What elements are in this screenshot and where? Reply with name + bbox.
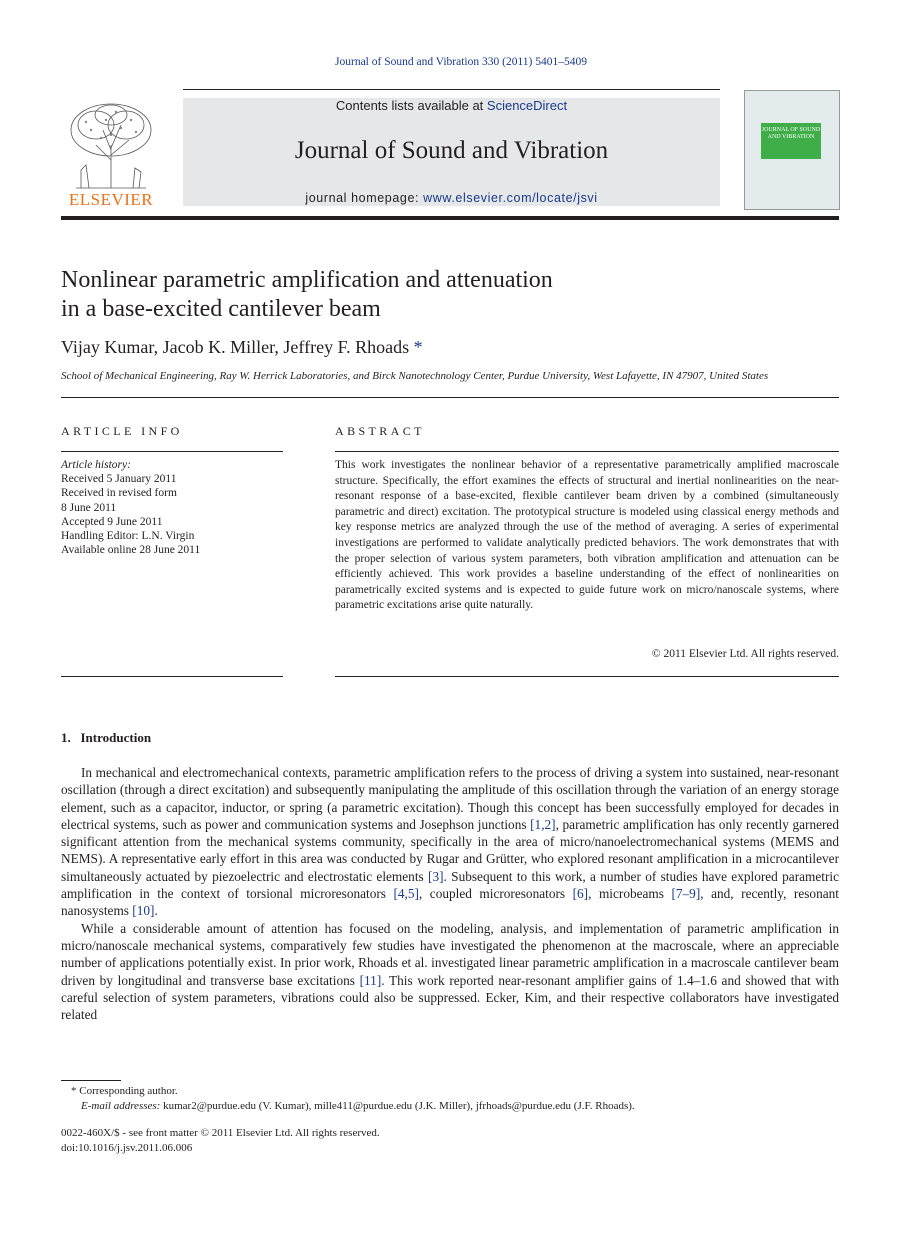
reference-link[interactable]: [6]	[572, 886, 589, 902]
homepage-link[interactable]: www.elsevier.com/locate/jsvi	[423, 191, 598, 205]
article-info-heading: ARTICLE INFO	[61, 424, 183, 438]
reference-link[interactable]: [11]	[359, 972, 382, 988]
issn-line: 0022-460X/$ - see front matter © 2011 Elsevier Ltd. All rights reserved.	[61, 1127, 380, 1139]
publisher-name: ELSEVIER	[68, 190, 154, 209]
corresponding-author-note: * Corresponding author.	[71, 1085, 178, 1097]
text-run: . Subsequent to this work, a number of studies have explored parametric amplification in the context of torsional microresonators	[61, 868, 839, 902]
header-bottom-rule	[61, 216, 839, 220]
text-run: , parametric amplification has only recently garnered significant attention from the mechanical systems community, specifically in the area of micro/nanoelectromechanical systems (MEMS and NEMS). A representative early effort in this area was conducted by Rugar and Grütter, who explored resonant amplification in a microcantilever simultaneously actuated by piezoelectric and electrostatic elements	[61, 816, 839, 884]
title-divider	[61, 397, 839, 398]
text-run: , microbeams	[588, 886, 672, 902]
paragraph	[61, 764, 839, 920]
contents-line	[183, 98, 720, 113]
title-line-2: in a base-excited cantilever beam	[61, 296, 381, 322]
history-label: Article history:	[61, 459, 131, 471]
history-item: Received 5 January 2011	[61, 473, 177, 486]
text-run: While a considerable amount of attention has focused on the modeling, analysis, and implementation of parametric amplification in micro/nanoscale mechanical systems, comparatively few studies have investigated the phenomenon at the macroscale, where an appreciable number of applications potentially exist. In prior work, Rhoads et al. investigated linear parametric amplification in a macroscale cantilever beam driven by longitudinal and transverse base excitations	[61, 920, 839, 988]
journal-citation[interactable]: Journal of Sound and Vibration 330 (2011) 5401–5409	[335, 56, 587, 68]
header-top-rule	[183, 89, 720, 90]
footnote-rule	[61, 1080, 121, 1081]
sciencedirect-link[interactable]: ScienceDirect	[486, 98, 568, 113]
doi-line[interactable]: doi:10.1016/j.jsv.2011.06.006	[61, 1142, 193, 1154]
affiliation: School of Mechanical Engineering, Ray W. Herrick Laboratories, and Birck Nanotechnology Center, Purdue University, West Lafayette, IN 47907, United States	[61, 370, 769, 382]
section-heading-introduction: 1. Introduction	[61, 730, 152, 745]
introduction-body	[61, 764, 839, 1023]
title-line-1: Nonlinear parametric amplification and attenuation	[61, 267, 553, 293]
history-item: Handling Editor: L.N. Virgin	[61, 530, 195, 543]
text-run: .	[154, 903, 158, 919]
article-history	[61, 458, 291, 557]
text-run: . This work reported near-resonant amplifier gains of 1.4–1.6 and showed that with careful selection of system parameters, vibrations could also be suppressed. Ecker, Kim, and their respective collaborators have investigated related	[61, 972, 839, 1023]
homepage-line	[183, 191, 720, 205]
reference-link[interactable]: [3]	[428, 868, 444, 884]
journal-cover-thumbnail	[744, 90, 840, 210]
author-list	[61, 337, 423, 358]
article-info-rule	[61, 451, 283, 452]
abstract-copyright: © 2011 Elsevier Ltd. All rights reserved.	[651, 648, 839, 660]
article-info-bottom-rule	[61, 676, 283, 677]
history-item: Accepted 9 June 2011	[61, 515, 163, 528]
text-run: , and, recently, resonant nanosystems	[61, 886, 839, 919]
abstract-rule	[335, 451, 839, 452]
history-item: 8 June 2011	[61, 501, 117, 514]
footnotes	[61, 1084, 841, 1114]
history-item: Received in revised form	[61, 487, 177, 500]
cover-title: JOURNAL OF SOUND AND VIBRATION	[761, 123, 821, 159]
paragraph	[61, 920, 839, 1024]
text-run: In mechanical and electromechanical contexts, parametric amplification refers to the process of driving a system into sustained, near-resonant oscillation (through a direct excitation) and subsequently manipulating the amplitude of this oscillation through the variation of an energy storage element, such as a capacitor, inductor, or spring (a parametric excitation). Though this concept has been successfully employed for decades in electrical systems, such as power and communication systems and Josephson junctions	[61, 765, 839, 832]
abstract-bottom-rule	[335, 676, 839, 677]
elsevier-tree-icon	[61, 100, 161, 190]
history-item: Available online 28 June 2011	[61, 544, 201, 557]
email-line	[61, 1099, 841, 1114]
abstract-text: This work investigates the nonlinear behavior of a representative parametrically amplified macroscale structure. Specifically, the effort examines the effects of structural and inertial nonlinearities on the near-resonant response of a base-excited, flexible cantilever beam driven by a combined (simultaneously parametric and direct) excitation. The prototypical structure is modeled using classical energy methods and key response metrics are analyzed through the use of the method of averaging. A series of experimental investigations are performed to validate analytically predicted behaviors. The work demonstrates that with the proper selection of various system parameters, both vibration amplification and attenuation can be efficiently achieved. This work provides a baseline understanding of the effect of nonlinearities on parametrically excited systems and is expected to guide future work on micro/nanoscale systems, where parametric excitations arise quite naturally.	[335, 459, 839, 612]
front-matter	[61, 1126, 380, 1156]
reference-link[interactable]: [1,2]	[530, 816, 556, 832]
journal-title: Journal of Sound and Vibration	[294, 137, 609, 164]
reference-link[interactable]: [4,5]	[393, 886, 419, 902]
email-label: E-mail addresses:	[81, 1100, 161, 1112]
authors: Vijay Kumar, Jacob K. Miller, Jeffrey F. Rhoads	[61, 337, 410, 357]
paper-title	[61, 266, 761, 324]
homepage-prefix: journal homepage:	[305, 191, 424, 205]
reference-link[interactable]: [7–9]	[671, 886, 701, 902]
abstract-heading: ABSTRACT	[335, 424, 425, 438]
text-run: , coupled microresonators	[418, 886, 573, 902]
reference-link[interactable]: [10]	[132, 903, 155, 919]
corresponding-author-mark[interactable]: *	[413, 337, 423, 357]
contents-prefix: Contents lists available at	[335, 98, 487, 113]
email-addresses[interactable]: kumar2@purdue.edu (V. Kumar), mille411@purdue.edu (J.K. Miller), jfrhoads@purdue.edu (J.F. Rhoads).	[160, 1100, 635, 1112]
